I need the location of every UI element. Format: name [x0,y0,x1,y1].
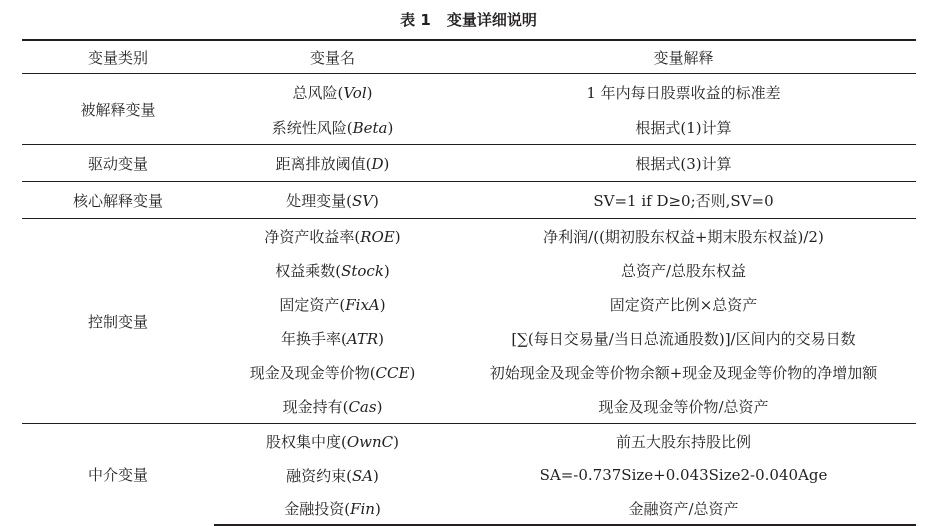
variable-name-close: ) [378,329,385,348]
variable-name-close: ) [379,295,386,314]
variable-name-cell [214,458,451,492]
variable-description: [∑(每日交易量/当日总流通股数)]/区间内的交易日数 [511,329,856,348]
variable-name: 现金及现金等价物( [249,363,376,382]
variable-code: OwnC [346,432,394,451]
variable-name: 距离排放阈值( [275,154,372,173]
variable-name-cell [214,110,451,145]
variable-name-close: ) [373,466,379,485]
variable-code: Vol [343,83,367,102]
variable-name-close: ) [387,118,394,137]
table-body [22,74,916,526]
variable-name: 总风险( [292,83,344,102]
category-cell: 驱动变量 [22,145,214,182]
variable-name: 金融投资( [284,499,351,518]
header-row [22,40,916,74]
variable-code: SA [351,466,374,485]
variable-code: Stock [341,261,384,280]
variable-code: SV [351,191,374,210]
variable-name: 股权集中度( [266,432,347,451]
variable-name: 系统性风险( [271,118,353,137]
variable-name-cell [214,74,451,111]
variable-description: 现金及现金等价物/总资产 [598,397,769,416]
variable-name: 净资产收益率( [264,227,361,246]
variable-name: 年换手率( [280,329,347,348]
category-cell: 被解释变量 [22,74,214,145]
variable-table [22,39,916,526]
variable-description: 1 年内每日股票收益的标准差 [451,74,916,111]
header-desc: 变量解释 [451,40,916,74]
variable-code: CCE [375,363,410,382]
header-category: 变量类别 [22,40,214,74]
variable-description: 初始现金及现金等价物余额+现金及现金等价物的净增加额 [489,363,878,382]
table-number: 表 1 [400,11,431,29]
variable-name-cell [214,182,451,219]
variable-code: ROE [360,227,395,246]
variable-name: 处理变量( [286,191,352,210]
variable-name: 固定资产( [279,295,346,314]
variable-description: 固定资产比例×总资产 [609,295,758,314]
variable-name-cell [214,253,451,287]
variable-name: 现金持有( [282,397,349,416]
header-name: 变量名 [214,40,451,74]
table-row [22,219,916,254]
variable-name-cell [214,219,451,254]
variable-name-close: ) [373,191,379,210]
variable-name-close: ) [393,432,399,451]
variable-name: 融资约束( [286,466,352,485]
variable-description: 金融资产/总资产 [451,492,916,525]
variable-name-close: ) [409,363,416,382]
variable-name-cell [214,287,451,321]
variable-description: 总资产/总股东权益 [620,261,747,280]
table-title: 变量详细说明 [446,11,537,29]
category-cell: 核心解释变量 [22,182,214,219]
table-row [22,424,916,459]
variable-description: SV=1 if D≥0;否则,SV=0 [451,182,916,219]
variable-name-close: ) [366,83,373,102]
variable-code: D [371,154,384,173]
variable-description: 净利润/((期初股东权益+期末股东权益)/2) [451,219,916,254]
variable-name-cell [214,321,451,355]
variable-description: SA=-0.737Size+0.043Size2-0.040Age [539,466,828,484]
table-caption [0,6,937,34]
table-row [22,182,916,219]
variable-code: ATR [346,329,379,348]
variable-name: 权益乘数( [275,261,342,280]
variable-name-close: ) [376,397,383,416]
variable-description: 前五大股东持股比例 [451,424,916,459]
variable-code: FixA [345,295,380,314]
table-row [22,145,916,182]
variable-description: 根据式(1)计算 [635,118,732,137]
variable-name-cell [214,145,451,182]
variable-code: Cas [348,397,377,416]
category-cell: 控制变量 [22,219,214,424]
variable-name-cell [214,355,451,389]
variable-code: Beta [352,118,388,137]
variable-code: Fin [350,499,375,518]
variable-description: 根据式(3)计算 [451,145,916,182]
variable-name-cell [214,389,451,424]
variable-name-close: ) [383,154,390,173]
variable-name-close: ) [383,261,390,280]
table-row [22,74,916,111]
variable-name-cell [214,424,451,459]
variable-name-cell [214,492,451,525]
variable-name-close: ) [394,227,401,246]
variable-name-close: ) [374,499,381,518]
category-cell: 中介变量 [22,424,214,526]
